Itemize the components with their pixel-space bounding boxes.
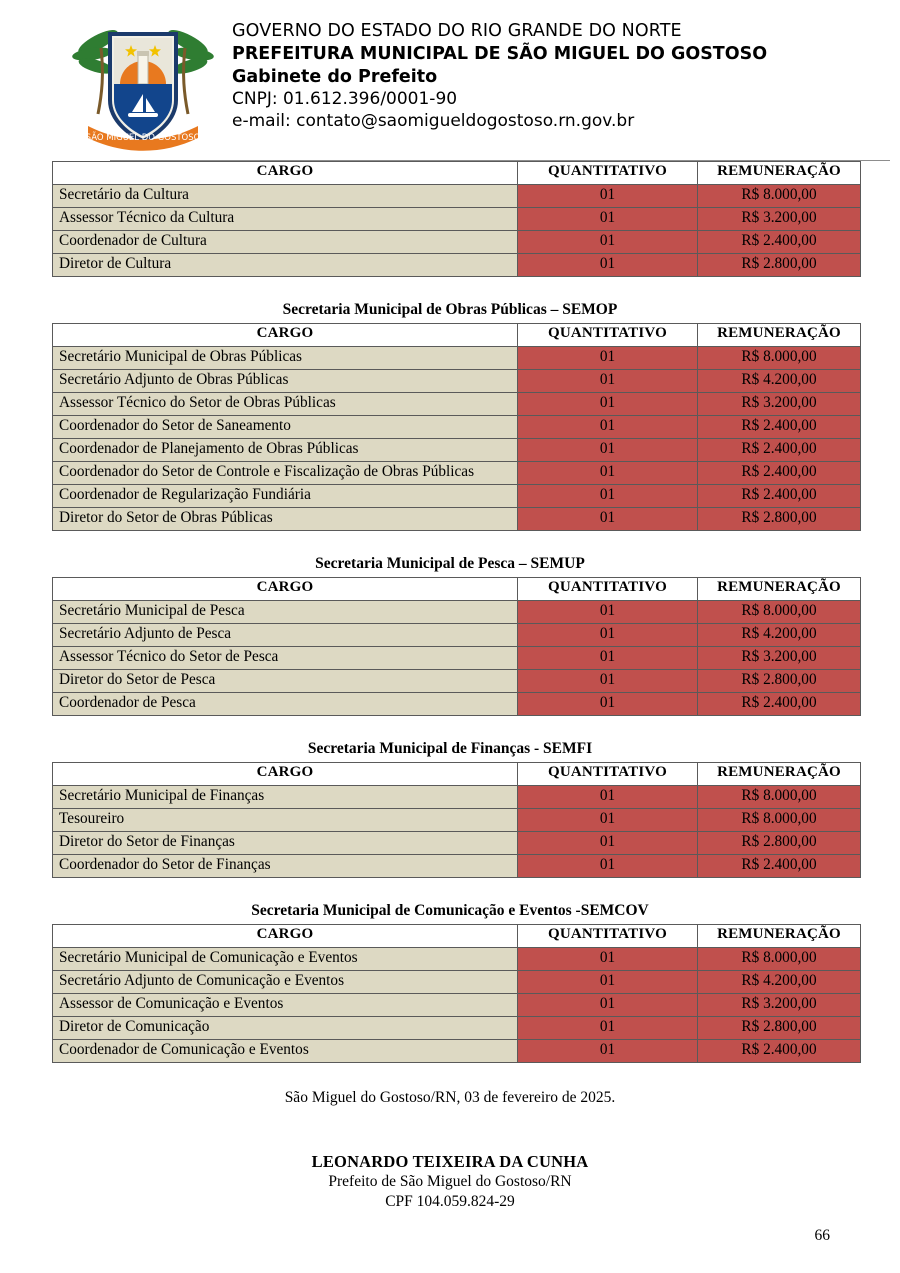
cell-cargo: Secretário Municipal de Finanças bbox=[53, 786, 518, 809]
table-header-row bbox=[53, 324, 861, 347]
cell-quantitativo: 01 bbox=[518, 485, 698, 508]
cell-quantitativo: 01 bbox=[518, 208, 698, 231]
table-row bbox=[53, 693, 861, 716]
coat-of-arms-icon bbox=[68, 14, 218, 154]
cell-cargo: Tesoureiro bbox=[53, 809, 518, 832]
cell-remuneracao: R$ 2.400,00 bbox=[698, 231, 861, 254]
cell-cargo: Assessor de Comunicação e Eventos bbox=[53, 994, 518, 1017]
table-spacer bbox=[52, 277, 848, 295]
cell-cargo: Coordenador de Cultura bbox=[53, 231, 518, 254]
cell-quantitativo: 01 bbox=[518, 832, 698, 855]
column-header-cargo: CARGO bbox=[53, 324, 518, 347]
cell-cargo: Secretário Municipal de Obras Públicas bbox=[53, 347, 518, 370]
table-row bbox=[53, 601, 861, 624]
tables-container bbox=[52, 161, 848, 1063]
cell-cargo: Assessor Técnico da Cultura bbox=[53, 208, 518, 231]
cell-cargo: Secretário Adjunto de Pesca bbox=[53, 624, 518, 647]
cell-remuneracao: R$ 8.000,00 bbox=[698, 347, 861, 370]
cell-remuneracao: R$ 2.400,00 bbox=[698, 416, 861, 439]
table-row bbox=[53, 208, 861, 231]
cell-remuneracao: R$ 8.000,00 bbox=[698, 948, 861, 971]
cell-quantitativo: 01 bbox=[518, 185, 698, 208]
cell-remuneracao: R$ 3.200,00 bbox=[698, 393, 861, 416]
cell-cargo: Secretário Municipal de Comunicação e Eventos bbox=[53, 948, 518, 971]
table-spacer bbox=[52, 878, 848, 896]
column-header-cargo: CARGO bbox=[53, 162, 518, 185]
crest-motto-text: SÃO MIGUEL DO GOSTOSO bbox=[85, 133, 201, 143]
table-row bbox=[53, 994, 861, 1017]
cell-cargo: Secretário Adjunto de Obras Públicas bbox=[53, 370, 518, 393]
section-title: Secretaria Municipal de Obras Públicas – SEMOP bbox=[282, 301, 618, 318]
column-header-cargo: CARGO bbox=[53, 925, 518, 948]
table-row bbox=[53, 416, 861, 439]
signatory-cpf: CPF 104.059.824-29 bbox=[385, 1192, 515, 1210]
table-header-row bbox=[53, 925, 861, 948]
cell-quantitativo: 01 bbox=[518, 693, 698, 716]
cell-quantitativo: 01 bbox=[518, 1017, 698, 1040]
column-header-quantitativo: QUANTITATIVO bbox=[518, 925, 698, 948]
table-row bbox=[53, 254, 861, 277]
cell-quantitativo: 01 bbox=[518, 786, 698, 809]
cell-remuneracao: R$ 4.200,00 bbox=[698, 971, 861, 994]
column-header-remuneracao: REMUNERAÇÃO bbox=[698, 162, 861, 185]
cell-cargo: Secretário da Cultura bbox=[53, 185, 518, 208]
signatory-role: Prefeito de São Miguel do Gostoso/RN bbox=[328, 1173, 572, 1191]
cell-remuneracao: R$ 2.400,00 bbox=[698, 462, 861, 485]
cell-remuneracao: R$ 8.000,00 bbox=[698, 786, 861, 809]
column-header-quantitativo: QUANTITATIVO bbox=[518, 324, 698, 347]
cell-cargo: Coordenador do Setor de Finanças bbox=[53, 855, 518, 878]
cell-remuneracao: R$ 4.200,00 bbox=[698, 624, 861, 647]
cell-remuneracao: R$ 2.400,00 bbox=[698, 693, 861, 716]
table-row bbox=[53, 370, 861, 393]
cell-remuneracao: R$ 4.200,00 bbox=[698, 370, 861, 393]
table-row bbox=[53, 185, 861, 208]
cell-remuneracao: R$ 2.400,00 bbox=[698, 855, 861, 878]
cell-quantitativo: 01 bbox=[518, 647, 698, 670]
cell-cargo: Diretor de Cultura bbox=[53, 254, 518, 277]
header-text-block bbox=[232, 14, 767, 132]
section-title: Secretaria Municipal de Comunicação e Eventos -SEMCOV bbox=[251, 902, 649, 919]
cell-cargo: Coordenador de Regularização Fundiária bbox=[53, 485, 518, 508]
cell-cargo: Assessor Técnico do Setor de Obras Públicas bbox=[53, 393, 518, 416]
table-row bbox=[53, 832, 861, 855]
signatory-name: LEONARDO TEIXEIRA DA CUNHA bbox=[311, 1152, 589, 1171]
table-row bbox=[53, 1017, 861, 1040]
table-row bbox=[53, 439, 861, 462]
table-spacer bbox=[52, 531, 848, 549]
column-header-cargo: CARGO bbox=[53, 763, 518, 786]
cell-remuneracao: R$ 3.200,00 bbox=[698, 208, 861, 231]
cell-remuneracao: R$ 8.000,00 bbox=[698, 185, 861, 208]
positions-table bbox=[52, 924, 861, 1063]
cell-cargo: Diretor do Setor de Obras Públicas bbox=[53, 508, 518, 531]
section-title: Secretaria Municipal de Finanças - SEMFI bbox=[307, 740, 593, 757]
cell-cargo: Secretário Municipal de Pesca bbox=[53, 601, 518, 624]
table-row bbox=[53, 647, 861, 670]
column-header-quantitativo: QUANTITATIVO bbox=[518, 763, 698, 786]
table-row bbox=[53, 508, 861, 531]
cell-remuneracao: R$ 2.400,00 bbox=[698, 485, 861, 508]
cell-remuneracao: R$ 2.800,00 bbox=[698, 670, 861, 693]
table-header-row bbox=[53, 578, 861, 601]
table-row bbox=[53, 809, 861, 832]
cell-cargo: Diretor de Comunicação bbox=[53, 1017, 518, 1040]
table-row bbox=[53, 855, 861, 878]
table-row bbox=[53, 231, 861, 254]
header-line-office: Gabinete do Prefeito bbox=[232, 66, 438, 87]
local-and-date: São Miguel do Gostoso/RN, 03 de fevereiro de 2025. bbox=[284, 1089, 616, 1106]
section-title: Secretaria Municipal de Pesca – SEMUP bbox=[315, 555, 585, 572]
signature-block bbox=[52, 1151, 848, 1212]
column-header-quantitativo: QUANTITATIVO bbox=[518, 578, 698, 601]
positions-table bbox=[52, 577, 861, 716]
column-header-remuneracao: REMUNERAÇÃO bbox=[698, 578, 861, 601]
cell-remuneracao: R$ 2.800,00 bbox=[698, 508, 861, 531]
cell-remuneracao: R$ 8.000,00 bbox=[698, 809, 861, 832]
positions-table bbox=[52, 323, 861, 531]
header-line-city: PREFEITURA MUNICIPAL DE SÃO MIGUEL DO GOSTOSO bbox=[232, 43, 768, 64]
table-row bbox=[53, 624, 861, 647]
column-header-remuneracao: REMUNERAÇÃO bbox=[698, 763, 861, 786]
header-line-email: e-mail: contato@saomigueldogostoso.rn.gov.br bbox=[232, 111, 635, 132]
table-row bbox=[53, 393, 861, 416]
cell-remuneracao: R$ 8.000,00 bbox=[698, 601, 861, 624]
cell-quantitativo: 01 bbox=[518, 416, 698, 439]
cell-quantitativo: 01 bbox=[518, 370, 698, 393]
column-header-remuneracao: REMUNERAÇÃO bbox=[698, 324, 861, 347]
cell-remuneracao: R$ 3.200,00 bbox=[698, 994, 861, 1017]
table-header-row bbox=[53, 162, 861, 185]
document-header bbox=[52, 14, 848, 154]
cell-remuneracao: R$ 3.200,00 bbox=[698, 647, 861, 670]
cell-quantitativo: 01 bbox=[518, 1040, 698, 1063]
positions-table bbox=[52, 762, 861, 878]
cell-cargo: Secretário Adjunto de Comunicação e Eventos bbox=[53, 971, 518, 994]
table-row bbox=[53, 948, 861, 971]
cell-cargo: Coordenador do Setor de Saneamento bbox=[53, 416, 518, 439]
table-row bbox=[53, 670, 861, 693]
cell-quantitativo: 01 bbox=[518, 231, 698, 254]
cell-remuneracao: R$ 2.800,00 bbox=[698, 1017, 861, 1040]
table-row bbox=[53, 347, 861, 370]
cell-cargo: Coordenador do Setor de Controle e Fiscalização de Obras Públicas bbox=[53, 462, 518, 485]
cell-quantitativo: 01 bbox=[518, 809, 698, 832]
cell-cargo: Assessor Técnico do Setor de Pesca bbox=[53, 647, 518, 670]
positions-table bbox=[52, 161, 861, 277]
table-row bbox=[53, 971, 861, 994]
cell-quantitativo: 01 bbox=[518, 948, 698, 971]
cell-quantitativo: 01 bbox=[518, 439, 698, 462]
cell-quantitativo: 01 bbox=[518, 670, 698, 693]
cell-cargo: Coordenador de Comunicação e Eventos bbox=[53, 1040, 518, 1063]
cell-cargo: Diretor do Setor de Pesca bbox=[53, 670, 518, 693]
cell-quantitativo: 01 bbox=[518, 624, 698, 647]
cell-quantitativo: 01 bbox=[518, 971, 698, 994]
cell-cargo: Coordenador de Planejamento de Obras Públicas bbox=[53, 439, 518, 462]
cell-quantitativo: 01 bbox=[518, 462, 698, 485]
cell-remuneracao: R$ 2.400,00 bbox=[698, 1040, 861, 1063]
header-line-state: GOVERNO DO ESTADO DO RIO GRANDE DO NORTE bbox=[232, 21, 682, 41]
cell-cargo: Coordenador de Pesca bbox=[53, 693, 518, 716]
column-header-quantitativo: QUANTITATIVO bbox=[518, 162, 698, 185]
cell-quantitativo: 01 bbox=[518, 393, 698, 416]
cell-quantitativo: 01 bbox=[518, 254, 698, 277]
table-spacer bbox=[52, 716, 848, 734]
column-header-remuneracao: REMUNERAÇÃO bbox=[698, 925, 861, 948]
cell-quantitativo: 01 bbox=[518, 994, 698, 1017]
table-row bbox=[53, 786, 861, 809]
cell-remuneracao: R$ 2.400,00 bbox=[698, 439, 861, 462]
cell-quantitativo: 01 bbox=[518, 855, 698, 878]
cell-remuneracao: R$ 2.800,00 bbox=[698, 254, 861, 277]
table-row bbox=[53, 1040, 861, 1063]
cell-remuneracao: R$ 2.800,00 bbox=[698, 832, 861, 855]
cell-quantitativo: 01 bbox=[518, 508, 698, 531]
cell-quantitativo: 01 bbox=[518, 601, 698, 624]
header-line-cnpj: CNPJ: 01.612.396/0001-90 bbox=[232, 89, 458, 110]
table-row bbox=[53, 462, 861, 485]
cell-cargo: Diretor do Setor de Finanças bbox=[53, 832, 518, 855]
table-header-row bbox=[53, 763, 861, 786]
table-row bbox=[53, 485, 861, 508]
page-number: 66 bbox=[814, 1227, 830, 1244]
column-header-cargo: CARGO bbox=[53, 578, 518, 601]
cell-quantitativo: 01 bbox=[518, 347, 698, 370]
